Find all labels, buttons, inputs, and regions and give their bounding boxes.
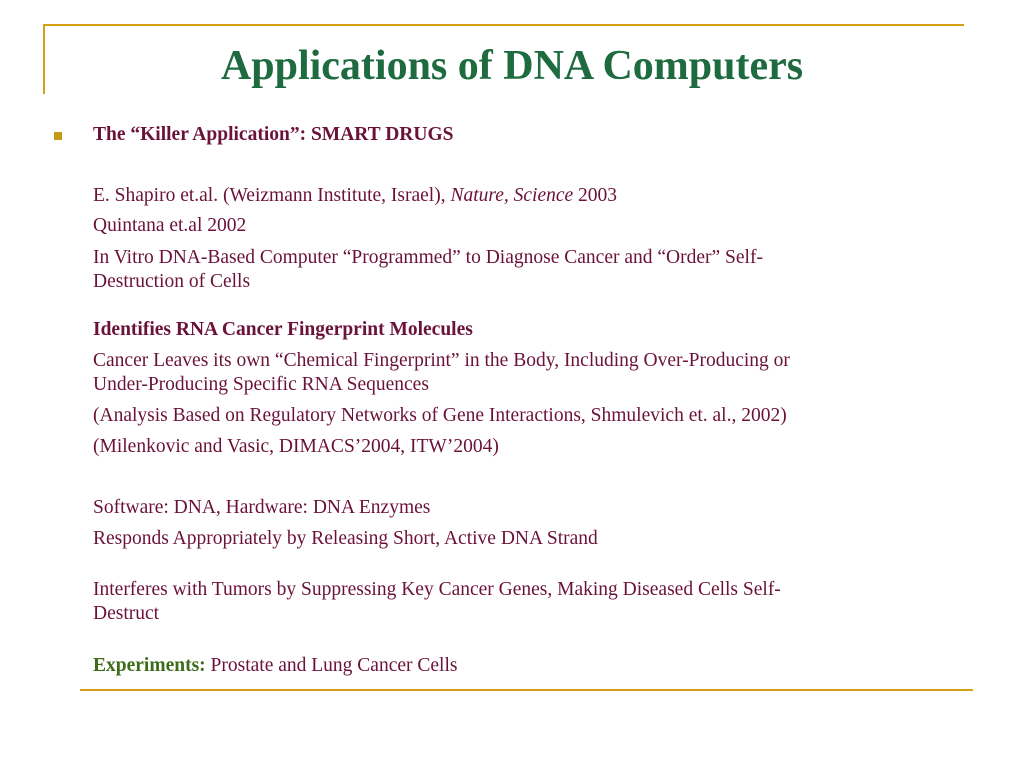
shapiro-journals: Nature, Science [450,185,574,206]
cancer-line-2: Under-Producing Specific RNA Sequences [93,374,429,395]
analysis-line: (Analysis Based on Regulatory Networks of Gene Interactions, Shmulevich et. al., 2002) [93,405,787,426]
interferes-line-1: Interferes with Tumors by Suppressing Key Cancer Genes, Making Diseased Cells Self- [93,579,781,600]
bottom-border-line [80,689,973,691]
invitro-line-1: In Vitro DNA-Based Computer “Programmed” to Diagnose Cancer and “Order” Self- [93,247,763,268]
bullet-heading: The “Killer Application”: SMART DRUGS [93,124,454,145]
responds-line: Responds Appropriately by Releasing Short, Active DNA Strand [93,528,598,549]
experiments-line [93,654,993,678]
shapiro-year: 2003 [573,185,618,206]
shapiro-prefix: E. Shapiro et.al. (Weizmann Institute, Israel), [93,185,451,206]
experiments-text: Prostate and Lung Cancer Cells [205,655,458,676]
slide-title: Applications of DNA Computers [220,43,804,89]
software-line: Software: DNA, Hardware: DNA Enzymes [93,497,431,518]
square-bullet-icon [54,132,62,140]
interferes-line-2: Destruct [93,603,160,624]
quintana-line: Quintana et.al 2002 [93,215,247,236]
shapiro-line [93,184,993,208]
invitro-line-2: Destruction of Cells [93,271,251,292]
experiments-label: Experiments: [93,655,206,676]
milenkovic-line: (Milenkovic and Vasic, DIMACS’2004, ITW’2004) [93,436,499,457]
top-border-line [43,24,964,26]
cancer-line-1: Cancer Leaves its own “Chemical Fingerprint” in the Body, Including Over-Producing or [93,350,790,371]
identifies-heading: Identifies RNA Cancer Fingerprint Molecules [93,319,473,340]
